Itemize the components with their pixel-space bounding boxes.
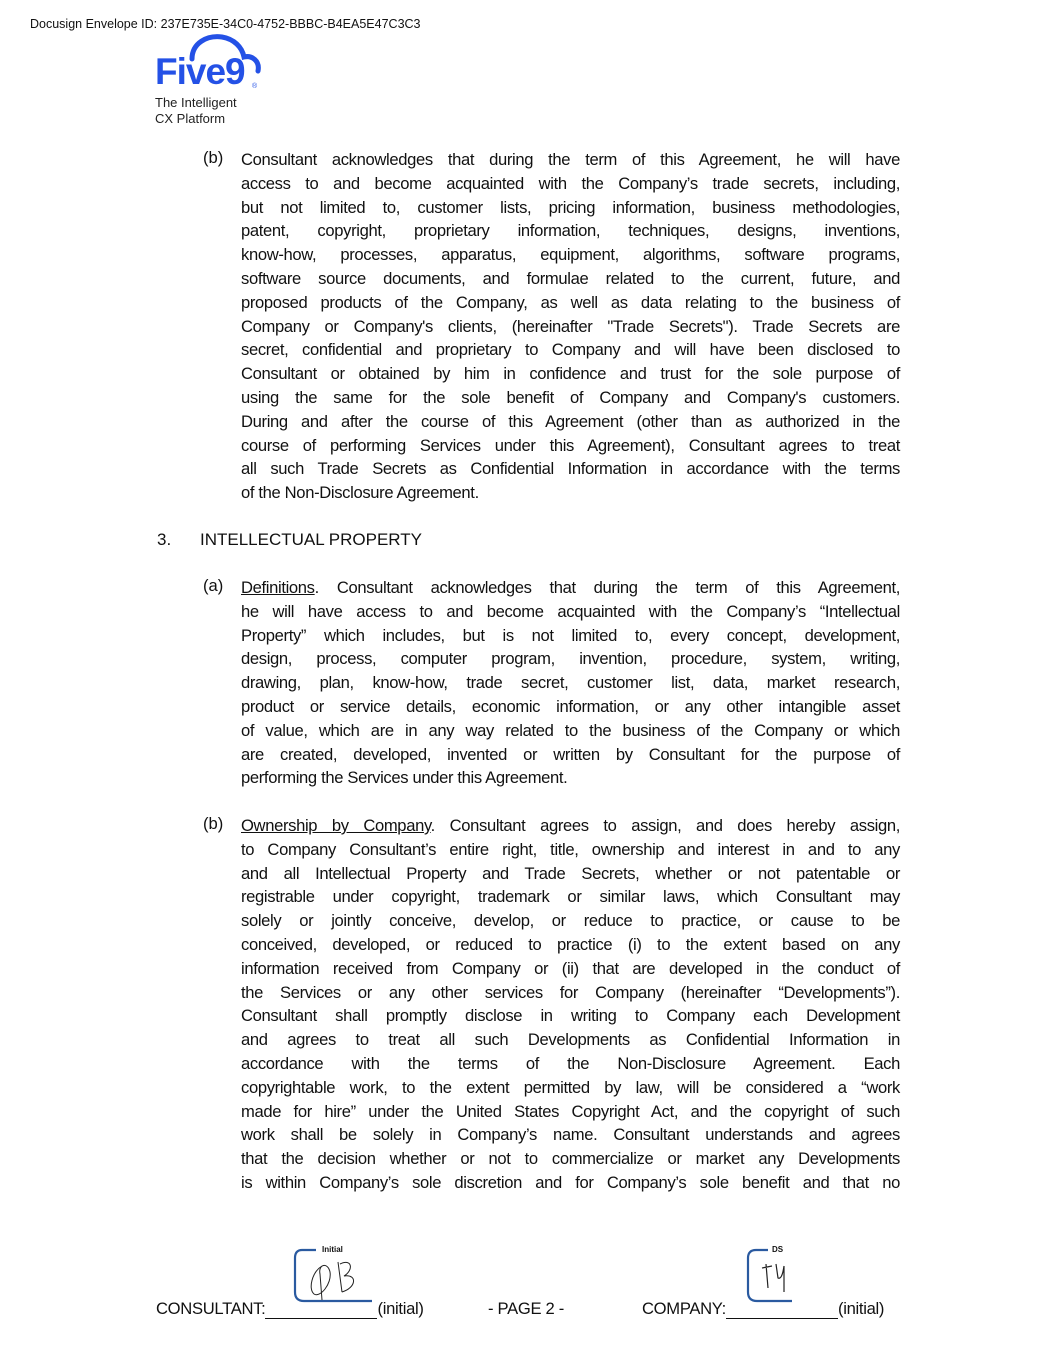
tagline-line-1: The Intelligent <box>155 95 237 110</box>
consultant-initial-field <box>156 1299 424 1319</box>
stamp-label: DS <box>772 1245 784 1254</box>
text-line: secret, confidential and proprietary to Company and will have been disclosed to <box>241 340 900 360</box>
text-line: Consultant or obtained by him in confidence and trust for the sole purpose of <box>241 364 900 384</box>
text-line: work shall be solely in Company’s name. Consultant understands and agrees <box>241 1125 900 1145</box>
section-3-number: 3. <box>157 530 172 549</box>
company-label: COMPANY: <box>642 1299 726 1318</box>
text-line: Property” which includes, but is not limited to, every concept, development, <box>241 625 900 645</box>
section-3-title: INTELLECTUAL PROPERTY <box>200 530 423 549</box>
consultant-label: CONSULTANT: <box>156 1299 266 1318</box>
text-line: solely or jointly conceive, develop, or reduce to practice, or cause to be <box>241 911 900 931</box>
clause-3a-heading: Definitions <box>241 578 315 597</box>
text-line: and all Intellectual Property and Trade Secrets, whether or not patentable or <box>241 863 900 883</box>
logo-wordmark: Five9 <box>155 51 245 92</box>
text-line: using the same for the sole benefit of Company and Company's customers. <box>241 387 900 407</box>
text-line: Company or Company's clients, (hereinafter "Trade Secrets"). Trade Secrets are <box>241 316 900 336</box>
text-line: know-how, processes, apparatus, equipment, algorithms, software programs, <box>241 245 900 265</box>
text-line: to Company Consultant’s entire right, title, ownership and interest in and to any <box>241 839 900 859</box>
text-line: access to and become acquainted with the Company’s trade secrets, including, <box>241 173 900 193</box>
clause-3a-marker: (a) <box>203 576 224 595</box>
logo-registered: ® <box>252 83 258 90</box>
consultant-initial-blank[interactable] <box>265 1301 377 1319</box>
text-line: software source documents, and formulae related to the current, future, and <box>241 268 900 288</box>
text-line: product or service details, economic information, or any other intangible asset <box>241 696 900 716</box>
tagline-line-2: CX Platform <box>155 111 226 126</box>
consultant-initial-suffix: (initial) <box>377 1299 424 1318</box>
clause-3b-heading: Ownership by Company <box>241 816 431 835</box>
envelope-id: Docusign Envelope ID: 237E735E-34C0-4752-BBBC-B4EA5E47C3C3 <box>30 17 421 31</box>
text-line: registrable under copyright, trademark or similar laws, which Consultant may <box>241 887 900 907</box>
text-line: Consultant acknowledges that during the term of this Agreement, he will have <box>241 150 900 169</box>
five9-logo <box>152 33 272 128</box>
text-line: of value, which are in any way related to the business of the Company or which <box>241 720 900 740</box>
text-line <box>241 814 900 838</box>
text-line: of the Non-Disclosure Agreement. <box>241 483 479 503</box>
stamp-label: Initial <box>322 1245 343 1254</box>
text-line: design, process, computer program, invention, procedure, system, writing, <box>241 649 900 669</box>
clause-3a-text <box>241 576 900 790</box>
text-line: all such Trade Secrets as Confidential Information in accordance with the terms <box>241 459 900 479</box>
clause-3b-text <box>241 814 900 1195</box>
clause-3a-first-line: . Consultant acknowledges that during the term of this Agreement, <box>314 578 900 597</box>
clause-2b-marker: (b) <box>203 148 224 167</box>
text-line: is within Company’s sole discretion and for Company’s sole benefit and that no <box>241 1172 900 1192</box>
company-initial-suffix: (initial) <box>837 1299 885 1318</box>
text-line: accordance with the terms of the Non-Disclosure Agreement. Each <box>241 1053 900 1073</box>
text-line: conceived, developed, or reduced to practice (i) to the extent based on any <box>241 934 900 954</box>
text-line: he will have access to and become acquainted with the Company’s “Intellectual <box>241 601 900 621</box>
text-line: course of performing Services under this Agreement), Consultant agrees to treat <box>241 435 900 455</box>
text-line: information received from Company or (ii) that are developed in the conduct of <box>241 958 900 978</box>
page-number: - PAGE 2 - <box>488 1299 564 1318</box>
text-line: drawing, plan, know-how, trade secret, customer list, data, market research, <box>241 673 900 693</box>
clause-2b-text <box>241 148 900 505</box>
text-line: but not limited to, customer lists, pricing information, business methodologies, <box>241 197 900 217</box>
company-initial-field <box>642 1299 884 1319</box>
text-line: are created, developed, invented or written by Consultant for the purpose of <box>241 744 900 764</box>
text-line: Consultant shall promptly disclose in writing to Company each Development <box>241 1006 900 1026</box>
text-line: that the decision whether or not to commercialize or market any Developments <box>241 1149 900 1169</box>
logo-tagline <box>155 95 237 127</box>
clause-3b-marker: (b) <box>203 814 224 833</box>
text-line: the Services or any other services for Company (hereinafter “Developments”). <box>241 982 900 1002</box>
text-line: During and after the course of this Agreement (other than as authorized in the <box>241 411 900 431</box>
text-line: patent, copyright, proprietary information, techniques, designs, inventions, <box>241 221 900 241</box>
clause-3b-first-line: . Consultant agrees to assign, and does hereby assign, <box>430 816 900 835</box>
text-line: copyrightable work, to the extent permitted by law, will be considered a “work <box>241 1077 900 1097</box>
text-line: and agrees to treat all such Developments as Confidential Information in <box>241 1030 900 1050</box>
company-initial-blank[interactable] <box>726 1301 838 1319</box>
text-line: proposed products of the Company, as well as data relating to the business of <box>241 292 900 312</box>
text-line: performing the Services under this Agreement. <box>241 768 568 788</box>
text-line: made for hire” under the United States Copyright Act, and the copyright of such <box>241 1101 900 1121</box>
text-line <box>241 576 900 600</box>
